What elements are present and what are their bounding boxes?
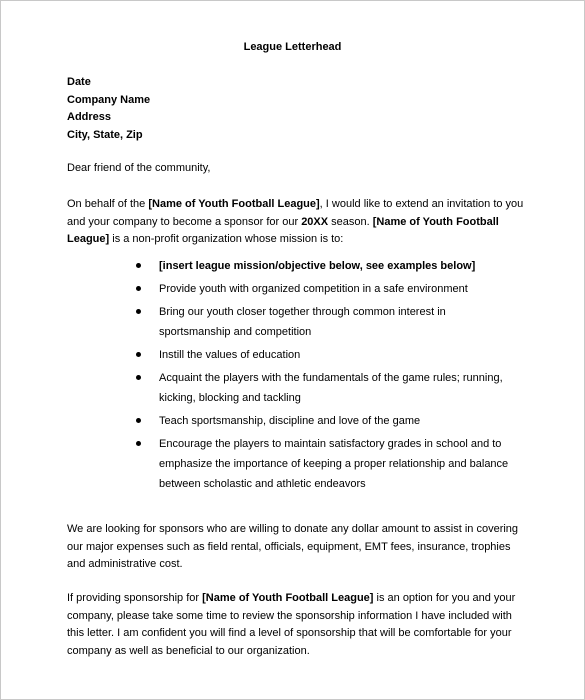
season-year: 20XX — [301, 215, 329, 228]
company-name-line: Company Name — [67, 93, 151, 106]
bullet-icon — [136, 418, 141, 423]
league-name-placeholder-2: [Name of Youth Football League] — [67, 215, 499, 245]
list-item — [135, 256, 520, 276]
bullet-icon — [136, 375, 141, 380]
address-block — [67, 74, 150, 144]
bullet-icon — [136, 352, 141, 357]
bullet-icon — [136, 263, 141, 268]
league-name-placeholder-3: [Name of Youth Football League] — [202, 592, 374, 604]
list-item-text: Encourage the players to maintain satisfactory grades in school and to emphasize the importance of keeping a proper relationship and balance between scholastic and athletic endeavors — [159, 438, 509, 490]
intro-text-4: is a non-profit organization whose mission is to: — [109, 233, 344, 245]
league-name-placeholder: [Name of Youth Football League] — [148, 198, 320, 210]
expenses-paragraph: We are looking for sponsors who are willing to donate any dollar amount to assist in covering our major expenses such as field rental, officials, equipment, EMT fees, insurance, trophies and administrative cost. — [67, 523, 519, 570]
list-item — [135, 368, 520, 408]
bullet-icon — [136, 286, 141, 291]
sponsorship-paragraph — [67, 590, 527, 660]
list-item-text: Acquaint the players with the fundamentals of the game rules; running, kicking, blocking and tackling — [159, 372, 503, 404]
bullet-icon — [136, 441, 141, 446]
greeting: Dear friend of the community, — [67, 162, 211, 174]
intro-text-2: , I would like to extend an invitation to you and your company to become a sponsor for our — [67, 198, 524, 228]
list-item-text: Teach sportsmanship, discipline and love of the game — [159, 415, 421, 427]
list-item — [135, 345, 520, 365]
date-line: Date — [67, 76, 91, 88]
list-item-text: Bring our youth closer together through common interest in sportsmanship and competition — [159, 306, 446, 338]
list-item-text: Instill the values of education — [159, 349, 301, 361]
intro-paragraph — [67, 196, 527, 249]
list-item — [135, 279, 520, 299]
sponsorship-text-1: If providing sponsorship for — [67, 592, 203, 604]
mission-list — [135, 256, 520, 497]
address-line: Address — [67, 111, 112, 123]
list-item-text: [insert league mission/objective below, see examples below] — [159, 260, 476, 272]
sponsorship-text-2: is an option for you and your company, please take some time to review the sponsorship information I have included with this letter. I am confident you will find a level of sponsorship that will be comfortable for your company as well as beneficial to our organization. — [67, 592, 516, 657]
list-item-text: Provide youth with organized competition in a safe environment — [159, 283, 468, 295]
list-item — [135, 434, 520, 494]
city-state-zip-line: City, State, Zip — [67, 128, 143, 141]
list-item — [135, 411, 520, 431]
list-item — [135, 302, 520, 342]
bullet-icon — [136, 309, 141, 314]
letterhead-title: League Letterhead — [243, 41, 342, 53]
intro-text-1: On behalf of the — [67, 198, 149, 210]
intro-text-3: season. — [328, 215, 373, 228]
